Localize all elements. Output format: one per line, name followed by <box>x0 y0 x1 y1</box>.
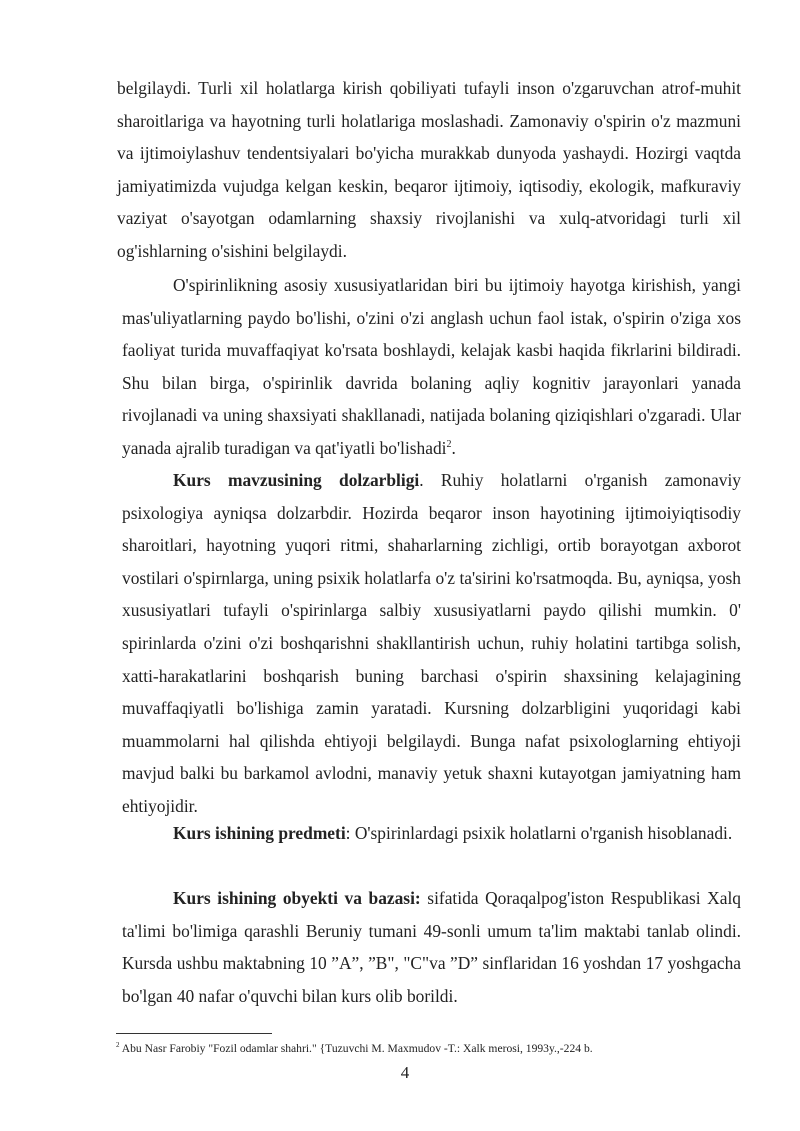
footnote-text: Abu Nasr Farobiy "Fozil odamlar shahri." {Tuzuvchi M. Maxmudov -T.: Xalk merosi, 1993y.,-224 b. <box>119 1042 593 1055</box>
subject-text: : O'spirinlardagi psixik holatlarni o'rganish hisoblanadi. <box>345 823 733 843</box>
footnote-reference[interactable]: 2 <box>446 439 452 451</box>
relevance-text: . Ruhiy holatlarni o'rganish zamonaviy psixologiya ayniqsa dolzarbdir. Hozirda beqaror inson hayotining ijtimoiyiqtisodiy sharoitlari, hayotning yuqori ritmi, shaharlarning zichligi, ortib borayotgan axborot vostilari o'spirnlarga, uning psixik holatlarfa o'z ta'sirini ko'rsatmoqda. Bu, ayniqsa, yosh xususiyatlari tufayli o'spirinlarga salbiy xususiyatlarni paydo qilishi mumkin. 0' spirinlarda o'zini o'zi boshqarishni shakllantirish uchun, ruhiy holatini tartibga solish, xatti-harakatlarini boshqarish buning barchasi o'spirin shaxsining kelajagining muvaffaqiyatli bo'lishiga zamin yaratadi. Kursning dolzarbligini yuqoridagi kabi muammolarni hal qilishda ehtiyoji belgilaydi. Bunga nafat psixologlarning ehtiyoji mavjud balki bu barkamol avlodni, manaviy yetuk shaxni kutayotgan jamiyatning ham ehtiyojidir. <box>122 470 741 816</box>
object-heading: Kurs ishining obyekti va bazasi: <box>173 888 421 908</box>
paragraph-subject <box>122 817 741 850</box>
paragraph-adolescence-text: O'spirinlikning asosiy xususiyatlaridan biri bu ijtimoiy hayotga kirishish, yangi mas'uliyatlarning paydo bo'lishi, o'zini o'zi anglash uchun faol istak, o'spirin o'ziga xos faoliyat turida muvaffaqiyat ko'rsata boshlaydi, kelajak kasbi haqida fikrlarini bildiradi. Shu bilan birga, o'spirinlik davrida bolaning aqliy kognitiv jarayonlari yanada rivojlanadi va uning shaxsiyati shakllanadi, natijada bolaning qiziqishlari o'zgaradi. Ular yanada ajralib turadigan va qat'iyatli bo'lishadi <box>122 275 741 458</box>
footnote-marker: 2 <box>116 1041 120 1050</box>
object-text: sifatida Qoraqalpog'iston Respublikasi Xalq ta'limi bo'limiga qarashli Beruniy tumani 49-sonli umum ta'lim maktabi tanlab olindi. Kursda ushbu maktabning 10 ”A”, ”B", "C"va ”D” sinflaridan 16 yoshdan 17 yoshgacha bo'lgan 40 nafar o'quvchi bilan kurs olib borildi. <box>122 888 741 1006</box>
paragraph-adolescence-end: . <box>451 437 456 458</box>
paragraph-adolescence <box>122 269 741 465</box>
paragraph-intro-text: belgilaydi. Turli xil holatlarga kirish qobiliyati tufayli inson o'zgaruvchan atrof-muhit sharoitlariga va hayotning turli holatlariga moslashadi. Zamonaviy o'spirin o'z mazmuni va ijtimoiylashuv tendentsiyalari bo'yicha murakkab dunyoda yashaydi. Hozirgi vaqtda jamiyatimizda vujudga kelgan keskin, beqaror ijtimoiy, iqtisodiy, ekologik, mafkuraviy vaziyat o'sayotgan odamlarning shaxsiy rivojlanishi va xulq-atvoridagi turli xil og'ishlarning o'sishini belgilaydi. <box>117 78 741 261</box>
page-number: 4 <box>400 1063 410 1082</box>
paragraph-intro <box>117 72 741 268</box>
footnote-separator <box>116 1033 272 1034</box>
relevance-heading: Kurs mavzusining dolzarbligi <box>173 470 420 490</box>
footnote <box>116 1041 746 1056</box>
paragraph-object <box>122 882 741 1012</box>
paragraph-relevance <box>122 464 741 823</box>
subject-heading: Kurs ishining predmeti <box>173 823 346 843</box>
